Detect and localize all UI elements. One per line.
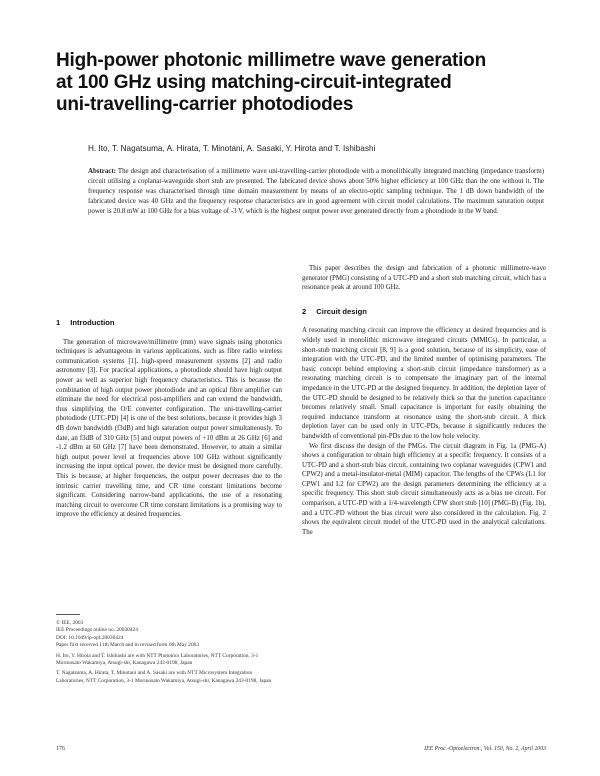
section-title: Circuit design [316,306,367,316]
section-number: 1 [56,318,61,327]
proceedings-number: IEE Proceedings online no. 20030424 [56,627,138,634]
body-paragraph: The generation of microwave/millimetre (mm) wave signals using photonics techniques is advantageous in various applications, such as fibre radio wireless communication systems [1], high-speed measurement systems [2] and radio astronomy [3]. For practical applications, a photodiode should have high output power as well as superior high frequency characteristics. This is because the combination of high output power photodiode and an optical fibre amplifier can eliminate the need for electrical post-amplifiers and can extend the bandwidth, thus simplifying the O/E converter configuration. The uni-travelling-carrier photodiode (UTC-PD) [4] is one of the best solutions, because it provides high 3 dB down bandwidth (f3dB) and high saturation output power simultaneously. To date, an f3dB of 310 GHz [5] and output powers of +10 dBm at 26 GHz [6] and -1.2 dBm at 60 GHz [7] have been demonstrated. However, to attain a similar high output power level at frequencies above 100 GHz without significantly increasing the input optical power, the device must be designed more carefully. This is because, at higher frequencies, the output power decreases due to the intrinsic carrier travelling time, and CR time constant limitations become significant. Considering narrow-band applications, the use of a resonating matching circuit to overcome CR time constant limitations is a promising way to improve the efficiency at desired frequencies. [56,338,282,519]
page-number: 176 [56,746,65,752]
affiliation: T. Nagatsuma, A. Hirata, T. Minotani and A. Sasaki are with NTT Microsystem Integration Laboratories, NTT Corporation, 3-1 Morinosato Wakamiya, Atsugi-shi, Kanagawa 243-0198, Japan [56,670,272,684]
affiliation: H. Ito, Y. Hirota and T. Ishibashi are with NTT Photonics Laboratories, NTT Corporation, 3-1 Morinosato Wakamiya, Atsugi-shi, Kanagawa 243-0198, Japan [56,652,259,667]
title-line: uni-travelling-carrier photodiodes [56,94,354,115]
body-paragraph: This paper describes the design and fabrication of a photonic millimetre-wave generator (PMG) consisting of a UTC-PD and a short stub matching circuit, which has a resonance peak at around 100 GHz. [302,265,546,292]
title-line: at 100 GHz using matching-circuit-integrated [56,72,452,93]
body-paragraph: We first discuss the design of the PMGs. The circuit diagram in Fig. 1a (PMG-A) shows a configuration to obtain high efficiency at a specific frequency. It consists of a UTC-PD and a short-stub bias circuit, containing two coplanar waveguides (CPW1 and CPW2) and a metal-insulator-metal (MIM) capacitor. The lengths of the CPWs (L1 for CPW1 and L2 for CPW2) are the design parameters determining the efficiency at a specific frequency. This short stub circuit simultaneously acts as a bias tee circuit. For comparison, a UTC-PD with a 1/4-wavelength CPW short stub [10] (PMG-B) (Fig. 1b), and a UTC-PD without the bias circuit were also considered in the calculation. Fig. 2 shows the equivalent circuit model of the UTC-PD used in the analytical calculations. The [302,442,546,536]
author-list: H. Ito, T. Nagatsuma, A. Hirata, T. Minotani, A. Sasaki, Y. Hirota and T. Ishibashi [88,144,376,153]
abstract [88,167,544,217]
abstract-label: Abstract: [88,168,116,175]
footnotes [56,620,282,685]
received-date: Paper first received 11th March and in revised form 6th May 2003 [56,642,200,649]
paper-title [56,50,556,116]
doi: DOI: 10.1049/ip-opt:20030424 [56,634,124,641]
section-number: 2 [302,306,307,316]
section-heading-circuit-design [302,307,546,317]
body-paragraph: A resonating matching circuit can improve the efficiency at desired frequencies and is widely used in monolithic microwave integrated circuits (MMICs). In particular, a short-stub matching circuit [8, 9] is a good solution, because of its simplicity, ease of integration with the UTC-PD, and the limited number of optimising parameters. The basic concept behind employing a short-stub circuit (impedance transformer) as a resonating matching circuit is to compensate the imaginary part of the internal impedance in the UTC-PD at the designed frequency. In addition, the depletion layer of the UTC-PD should be designed to be relatively thick so that the junction capacitance becomes relatively small. Small capacitance is important for easily obtaining the required inductance transform at resonance using the short-stub circuit. A thick depletion layer can be used only in UTC-PDs, because it significantly reduces the bandwidth of conventional pin-PDs due to the low hole velocity. [302,327,546,440]
copyright-notice: © IEE, 2003 [56,620,84,626]
section-heading-introduction [56,318,282,328]
title-line: High-power photonic millimetre wave generation [56,50,486,71]
journal-reference: IEE Proc.-Optoelectron., Vol. 150, No. 2, April 2003 [424,746,546,752]
footnote-divider [56,614,80,615]
abstract-text: The design and characterisation of a millimetre wave uni-travelling-carrier photodiode with a monolithically integrated matching (impedance transform) circuit utilising a coplanar-waveguide short stub are presented. The fabricated device shows about 50% higher efficiency at 100 GHz than the one without it. The frequency response was characterised through time domain measurement by means of an electro-optic sampling technique. The 1 dB down bandwidth of the fabricated device was 40 GHz and the frequency response characteristics are in good agreement with circuit model calculations. The maximum saturation output power is 20.8 mW at 100 GHz for a bias voltage of -3 V, which is the highest output power ever generated directly from a photodiode in the W band. [88,168,544,216]
left-column [56,318,282,520]
section-title: Introduction [70,318,115,327]
right-column [302,264,546,537]
